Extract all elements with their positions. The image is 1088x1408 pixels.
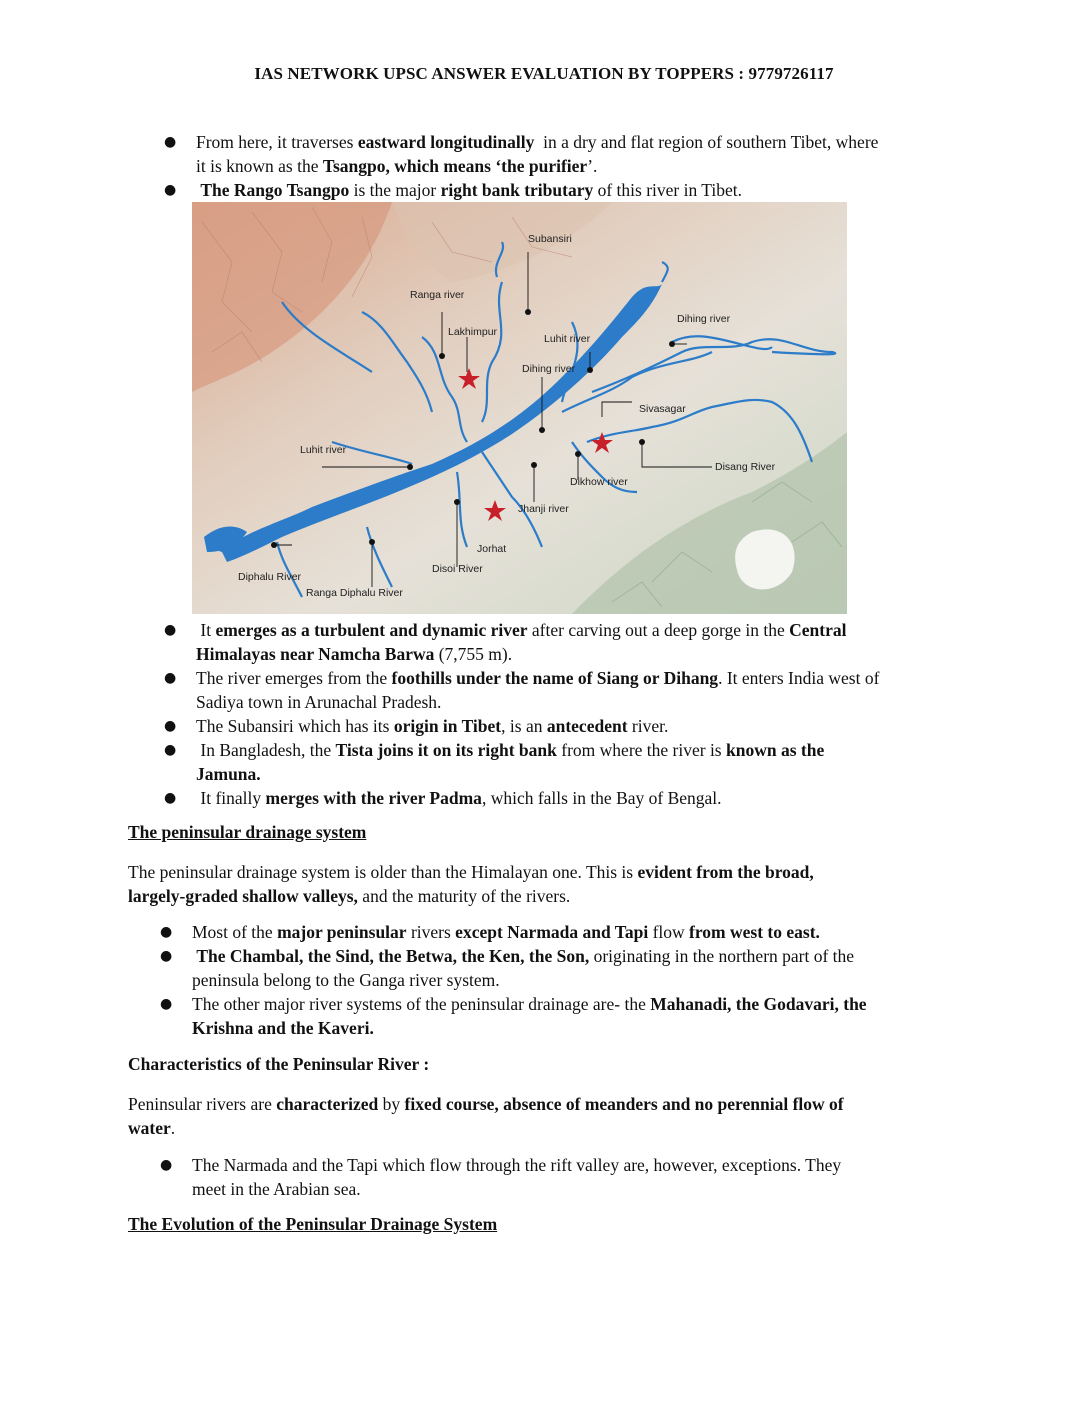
- text-run: The other major river systems of the peninsular drainage are- the: [192, 994, 651, 1014]
- list-item-line: [196, 618, 986, 642]
- paragraph-line: [128, 1116, 958, 1140]
- list-item-line: [196, 786, 986, 810]
- bold-text: antecedent: [546, 716, 628, 736]
- label-dihing-river-mid: Dihing river: [522, 363, 576, 375]
- text-run: In Bangladesh, the: [196, 740, 336, 760]
- bullet-list-top: [164, 130, 976, 202]
- bold-text: from west to east.: [689, 922, 820, 942]
- label-diphalu-river: Diphalu River: [238, 571, 302, 583]
- text-run: of this river in Tibet.: [593, 180, 742, 200]
- list-item-line: [196, 762, 986, 786]
- label-ranga-river: Ranga river: [410, 289, 465, 301]
- paragraph-line: [128, 860, 958, 884]
- text-run: river.: [627, 716, 669, 736]
- bullet-list-middle: [164, 618, 986, 810]
- text-run: It: [196, 620, 216, 640]
- bold-text: The Chambal, the Sind, the Betwa, the Ken, the Son,: [196, 946, 590, 966]
- text-run: is the major: [349, 180, 441, 200]
- list-item: [164, 738, 986, 786]
- text-run: by: [378, 1094, 405, 1114]
- bullet-icon: ●: [160, 924, 173, 940]
- bold-text: Krishna and the Kaveri.: [192, 1018, 374, 1038]
- label-luhit-river-left: Luhit river: [300, 444, 347, 456]
- text-run: , is an: [501, 716, 547, 736]
- list-item-line: [196, 154, 976, 178]
- bullet-icon: ●: [164, 622, 177, 638]
- list-item: [160, 1153, 982, 1201]
- paragraph-line: [128, 1092, 958, 1116]
- list-item-line: [192, 1153, 982, 1177]
- section-heading-characteristics: Characteristics of the Peninsular River :: [128, 1054, 430, 1074]
- bullet-icon: ●: [160, 996, 173, 1012]
- label-dikhow-river: Dikhow river: [570, 476, 628, 488]
- text-run: flow: [648, 922, 690, 942]
- list-item: [164, 714, 986, 738]
- bold-text: fixed course, absence of meanders and no perennial flow of: [404, 1094, 844, 1114]
- list-item: [164, 786, 986, 810]
- bold-text: known as the: [726, 740, 825, 760]
- bold-text: water: [128, 1118, 171, 1138]
- list-item-line: [192, 1016, 982, 1040]
- bold-text: Central: [789, 620, 847, 640]
- bold-text: origin in Tibet: [393, 716, 502, 736]
- bold-text: evident from the broad,: [637, 862, 814, 882]
- list-item: [160, 920, 982, 944]
- bullet-list-characteristics: [160, 1153, 982, 1201]
- bold-text: characterized: [276, 1094, 379, 1114]
- list-item: [164, 666, 986, 714]
- text-run: ’.: [587, 156, 598, 176]
- text-run: Sadiya town in Arunachal Pradesh.: [196, 692, 442, 712]
- bold-text: Tista joins it on its right bank: [335, 740, 557, 760]
- label-disang-river: Disang River: [715, 461, 776, 473]
- bullet-list-peninsular: [160, 920, 982, 1040]
- section-heading-peninsular-drainage: The peninsular drainage system: [128, 822, 367, 842]
- bold-text: except Narmada and Tapi: [455, 922, 649, 942]
- bold-text: merges with the river Padma: [265, 788, 482, 808]
- text-run: in a dry and flat region of southern Tibet, where: [534, 132, 879, 152]
- bold-text: eastward longitudinally: [357, 132, 535, 152]
- bullet-icon: ●: [164, 670, 177, 686]
- bold-text: Jamuna.: [196, 764, 261, 784]
- list-item-line: [192, 992, 982, 1016]
- map-graphic: [192, 202, 847, 614]
- text-run: . It enters India west of: [718, 668, 880, 688]
- list-item-line: [196, 642, 986, 666]
- bold-text: Tsangpo, which means ‘the purifier: [322, 156, 588, 176]
- text-run: it is known as the: [196, 156, 323, 176]
- text-run: Most of the: [192, 922, 278, 942]
- text-run: from where the river is: [556, 740, 726, 760]
- bullet-icon: ●: [164, 742, 177, 758]
- page-header: IAS NETWORK UPSC ANSWER EVALUATION BY TOPPERS : 9779726117: [254, 64, 834, 83]
- text-run: (7,755 m).: [434, 644, 513, 664]
- text-run: The peninsular drainage system is older than the Himalayan one. This is: [128, 862, 638, 882]
- text-run: after carving out a deep gorge in the: [527, 620, 790, 640]
- label-subansiri: Subansiri: [528, 233, 572, 245]
- text-run: originating in the northern part of the: [589, 946, 855, 966]
- text-run: meet in the Arabian sea.: [192, 1179, 361, 1199]
- bullet-icon: ●: [164, 718, 177, 734]
- bold-text: major peninsular: [277, 922, 407, 942]
- list-item-line: [192, 1177, 982, 1201]
- label-jorhat: Jorhat: [477, 543, 507, 555]
- text-run: From here, it traverses: [196, 132, 358, 152]
- bullet-icon: ●: [164, 134, 177, 150]
- label-disoi-river: Disoi River: [432, 563, 483, 575]
- bullet-icon: ●: [164, 790, 177, 806]
- section-heading-evolution: The Evolution of the Peninsular Drainage System: [128, 1214, 498, 1234]
- list-item: [164, 618, 986, 666]
- list-item-line: [196, 666, 986, 690]
- label-jhanji-river: Jhanji river: [518, 503, 569, 515]
- text-run: .: [170, 1118, 176, 1138]
- bold-text: emerges as a turbulent and dynamic river: [215, 620, 528, 640]
- bullet-icon: ●: [160, 948, 173, 964]
- list-item: [160, 944, 982, 992]
- bullet-icon: ●: [164, 182, 177, 198]
- list-item-line: [192, 920, 982, 944]
- text-run: Peninsular rivers are: [128, 1094, 277, 1114]
- label-luhit-river-top: Luhit river: [544, 333, 591, 345]
- label-lakhimpur: Lakhimpur: [448, 326, 498, 338]
- text-run: and the maturity of the rivers.: [357, 886, 571, 906]
- paragraph-characteristics: [128, 1092, 958, 1140]
- paragraph-line: [128, 884, 958, 908]
- text-run: , which falls in the Bay of Bengal.: [481, 788, 722, 808]
- list-item-line: [196, 178, 976, 202]
- text-run: The river emerges from the: [196, 668, 392, 688]
- list-item: [164, 178, 976, 202]
- list-item-line: [196, 690, 986, 714]
- list-item-line: [196, 738, 986, 762]
- paragraph-peninsular-intro: [128, 860, 958, 908]
- label-dihing-river-top: Dihing river: [677, 313, 731, 325]
- bold-text: right bank tributary: [440, 180, 594, 200]
- list-item-line: [196, 714, 986, 738]
- brahmaputra-river-map: [192, 202, 847, 614]
- bold-text: Himalayas near Namcha Barwa: [196, 644, 435, 664]
- list-item: [164, 130, 976, 178]
- bold-text: foothills under the name of Siang or Dihang: [391, 668, 719, 688]
- label-sivasagar: Sivasagar: [639, 403, 686, 415]
- bold-text: Mahanadi, the Godavari, the: [650, 994, 867, 1014]
- bullet-icon: ●: [160, 1157, 173, 1173]
- text-run: peninsula belong to the Ganga river system.: [192, 970, 500, 990]
- label-ranga-diphalu-river: Ranga Diphalu River: [306, 587, 403, 599]
- text-run: The Narmada and the Tapi which flow through the rift valley are, however, exceptions. They: [192, 1155, 842, 1175]
- bold-text: largely-graded shallow valleys,: [128, 886, 358, 906]
- list-item-line: [192, 944, 982, 968]
- list-item-line: [196, 130, 976, 154]
- list-item: [160, 992, 982, 1040]
- text-run: The Subansiri which has its: [196, 716, 394, 736]
- text-run: rivers: [406, 922, 456, 942]
- list-item-line: [192, 968, 982, 992]
- text-run: It finally: [196, 788, 266, 808]
- bold-text: The Rango Tsangpo: [200, 180, 350, 200]
